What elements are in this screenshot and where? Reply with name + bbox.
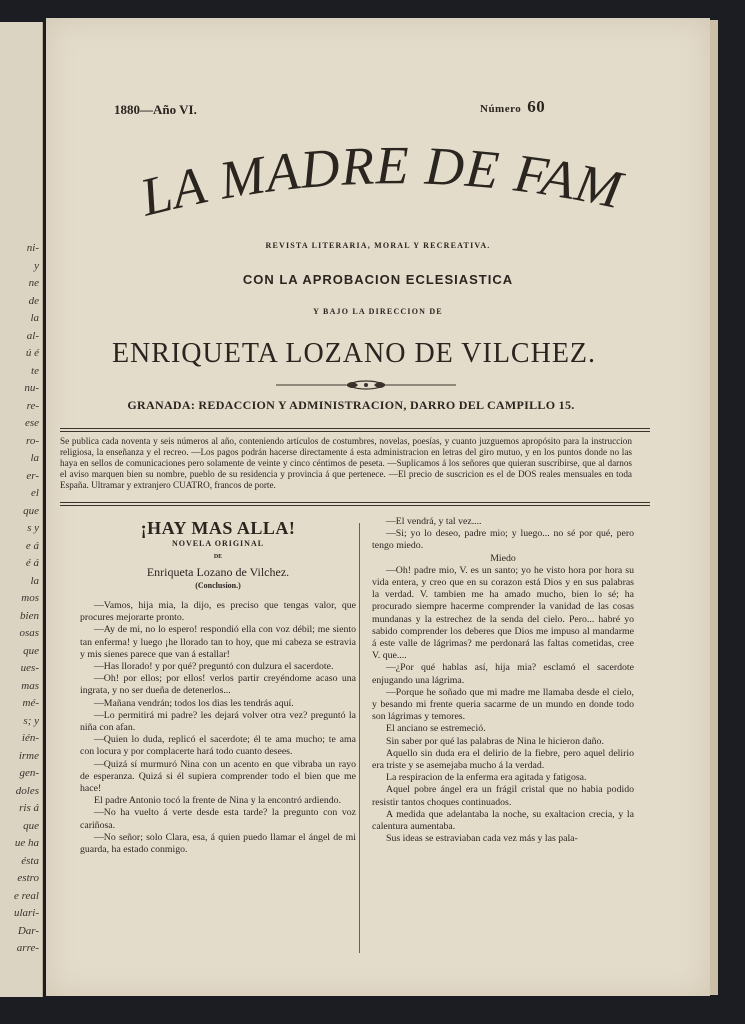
article-genre: NOVELA ORIGINAL [171,539,265,549]
left-page-fragment: ris á [19,802,39,814]
left-page-fragment: la [30,312,39,324]
left-paragraphs [80,600,356,856]
left-page-fragment: te [31,364,39,377]
left-page-fragment: de [28,294,39,307]
article-paragraph: —Oh! por ellos; por ellos! verlos partir creyéndome acaso una ingrata, y no ser dueña de detenerlos... [80,673,356,697]
left-page-fragment: ulari- [13,907,39,919]
masthead-title [126,146,626,236]
column-divider [359,523,360,953]
article-paragraph: —Ay de mi, no lo espero! respondió ella con voz débil; me siento tan enferma! y luego ¡he llorado tan to hoy, que mi cabeza se estravia y mis sienes parece que van á estallar! [80,624,356,660]
left-page-fragment: ues- [20,662,39,674]
left-page-fragment: ue ha [14,837,39,849]
left-page-fragment: la [30,452,39,464]
left-page-fragment: osas [19,627,39,639]
left-page-fragment: que [23,504,39,517]
article-author: Enriqueta Lozano de Vilchez. [146,564,290,579]
article-paragraph: —Quien lo duda, replicó el sacerdote; él te ama mucho; te ama con locura y por complacerte hará todo cuanto desees. [80,734,356,758]
article-paragraph: Aquello sin duda era el delirio de la fiebre, pero aquel delirio era triste y se asemejaba mucho á la verdad. [372,747,634,772]
article-paragraph: El anciano se estremeció. [386,723,486,735]
left-page-fragment: Dar- [17,924,39,937]
left-page-fragment: é á [25,557,39,569]
approval-line: CON LA APROBACION ECLESIASTICA [242,272,514,287]
number-label: Número [480,103,522,115]
rule-top-2 [60,431,650,432]
masthead-logo [126,146,626,236]
left-page-fragment: y [34,259,39,272]
left-page-fragment: gen- [19,767,39,779]
article-paragraph: —Oh! padre mio, V. es un santo; yo he visto hora por hora su vida entera, y creo que en su corazon está Dios y en sus palabras la verdad. V. tambien me ha amado mucho, bien lo sé; ha procurado siempre hacerme comprender la vanidad de las cosas mundanas y la estrechez de la senda del cielo. Pero... habré yo sabido comprender los deberes que Dios me impuso al mandarme á este valle de lágrimas? me perdonará las faltas cometidas, cree V. que.... [372,564,634,662]
left-page-fragment: mos [21,592,39,604]
ornament-divider [276,378,456,392]
article-paragraph: Sin saber por qué las palabras de Nina le hicieron daño. [386,735,604,747]
article-left-column [80,516,356,856]
right-paragraphs [372,516,634,845]
direction-line: Y BAJO LA DIRECCION DE [313,307,443,316]
left-page-fragment: ésta [21,854,39,867]
director-name: ENRIQUETA LOZANO DE VILCHEZ. [111,338,597,369]
masthead-text: LA MADRE DE FAM [134,146,626,228]
left-page-fragment: ne [28,277,39,289]
issue-number [480,97,545,117]
article-de: DE [213,554,223,561]
article-paragraph: La respiracion de la enferma era agitada y fatigosa. [386,772,587,784]
left-page-fragment: ién- [21,732,39,744]
left-page-fragment: ro- [25,434,39,447]
address-line: GRANADA: REDACCION Y ADMINISTRACION, DARRO DEL CAMPILLO 15. [127,398,575,412]
article-paragraph: —Has llorado! y por qué? preguntó con dulzura el sacerdote. [94,661,334,673]
left-page-fragment: estro [17,872,39,884]
article-paragraph: Aquel pobre ángel era un frágil cristal que no habia podido resistir tantos choques continuados. [372,784,634,808]
subscription-notice: Se publica cada noventa y seis números al año, conteniendo artículos de costumbres, novelas, poesías, y cuanto juzguemos apropósito para la instruccion religiosa, la enseñanza y el recreo. —Los pagos podrán hacerse directamente á esta administracion en letras del giro mutuo, y en los puntos donde no las haya en sellos de comunicaciones pero solamente de veinte y cinco céntimos de peseta. —Suplicamos á los señores que quieran suscribirse, que al darnos el aviso marquen bien su nombre, pueblo de su residencia y provincia á que pertenece. —El precio de suscricion es el de DOS reales mensuales en toda España. Ultramar y extranjero CUATRO, francos de porte. [60,436,632,490]
article-paragraph: —Mañana vendrán; todos los dias les tendrás aquí. [94,697,294,709]
article-paragraph: —Lo permitirá mi padre? les dejará volver otra vez? preguntó la niña con afan. [80,709,356,734]
article-paragraph: —Vamos, hija mia, la dijo, es preciso que tengas valor, que procures mejorarte pronto. [80,600,356,624]
article-paragraph: —Si; yo lo deseo, padre mio; y luego... no sé por qué, pero tengo miedo. [372,528,634,552]
left-page-fragment: mas [21,679,39,692]
article-paragraph: —¿Por qué hablas así, hija mia? esclamó el sacerdote enjugando una lágrima. [372,662,634,686]
article-paragraph: A medida que adelantaba la noche, su exaltacion crecia, y la calentura aumentaba. [372,808,634,833]
article-paragraph: —Quizá sí murmuró Nina con un acento en que vibraba un rayo de esperanza. Quizá si él supiera comprender todo el bien que me hace! [80,758,356,795]
article-paragraph: —No señor; solo Clara, esa, á quien puedo llamar el ángel de mi guarda, ha estado conmigo. [80,831,356,856]
left-page-fragment: el [31,487,39,499]
left-page-fragment: s; y [23,714,39,727]
rule-bottom-2 [60,505,650,506]
left-page-fragment: ese [24,417,39,429]
left-page-fragment: arre- [16,942,39,954]
left-page-fragment: mé- [22,697,39,709]
left-page-fragment: que [23,644,39,657]
left-page-fragment: bien [20,609,39,622]
rule-top [60,428,650,429]
article-paragraph: —No ha vuelto á verte desde esta tarde? la pregunto con voz cariñosa. [80,807,356,831]
article-paragraph: Miedo [490,552,516,564]
number-value: 60 [527,97,546,116]
article-right-column [372,516,634,845]
left-page-fragment: s y [27,522,39,534]
left-page-fragment: re- [26,399,39,412]
left-page-fragment: ú é [25,347,39,359]
left-page-fragment: al- [26,329,39,342]
article-paragraph: —Porque he soñado que mi madre me llamaba desde el cielo, y besando mi frente queria sacarme de un mundo en donde todo son lágrimas y temores. [372,686,634,723]
left-page-fragment: e real [14,889,39,902]
rule-bottom [60,502,650,503]
year-line: 1880—Año VI. [114,102,197,117]
article-title: ¡HAY MAS ALLA! [140,518,296,538]
left-page-fragment: que [23,819,39,832]
left-page-fragment: irme [18,749,39,762]
left-page-fragment: e á [25,539,39,552]
newspaper-page [46,18,710,996]
article-conclusion: (Conclusion.) [195,580,241,590]
left-page-fragment: er- [26,469,39,482]
article-paragraph: El padre Antonio tocó la frente de Nina y la encontró ardiendo. [94,795,342,807]
article-paragraph: —El vendrá, y tal vez.... [386,516,482,527]
left-page-fragment: nu- [24,382,39,394]
left-page-fragment: doles [15,784,39,797]
review-subtitle: REVISTA LITERARIA, MORAL Y RECREATIVA. [265,241,491,250]
left-page-fragment: la [30,574,39,587]
article-paragraph: Sus ideas se estraviaban cada vez más y las pala- [386,833,578,845]
left-facing-page [0,22,43,997]
left-page-fragment: ni- [26,242,39,254]
